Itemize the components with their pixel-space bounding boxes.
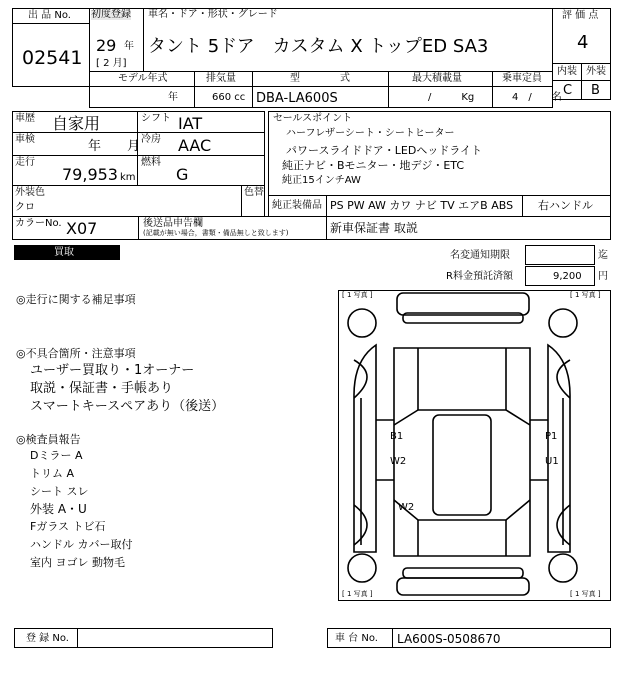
chassis-no: LA600S-0508670	[397, 632, 501, 646]
damage-mark-p1: P1	[545, 431, 558, 442]
recycle-label: R料金預託済額	[446, 271, 513, 282]
warranty: 新車保証書 取説	[330, 221, 418, 235]
mileage-unit: km	[120, 172, 136, 183]
steering: 右ハンドル	[538, 199, 593, 212]
aftermarket-note: (記載が無い場合，書類・備品無しと致します)	[143, 229, 289, 237]
damage-mark-u1: U1	[545, 456, 559, 467]
car-name: タント 5ドア カスタム X トップED SA3	[148, 36, 489, 57]
model-label: 型 式	[290, 73, 350, 84]
recycle-value: 9,200	[553, 271, 582, 282]
fuel: G	[176, 165, 189, 184]
selling-point-1: ハーフレザーシート・シートヒーター	[286, 128, 455, 139]
lot-no: 02541	[22, 47, 83, 69]
selling-points-label: セールスポイント	[273, 113, 353, 124]
damage-mark-w2-lower: W2	[398, 502, 415, 513]
model-year-label: モデル年式	[118, 73, 168, 84]
chassis-label: 車 台 No.	[335, 633, 378, 644]
inspector-1: Dミラー A	[30, 449, 83, 462]
selling-point-2: パワースライドドア・LEDヘッドライト	[286, 144, 483, 157]
max-load-label: 最大積載量	[412, 73, 462, 84]
history: 自家用	[52, 114, 101, 133]
reg-month: [ 2 月]	[96, 58, 127, 69]
corner-label-tr: [ 1 写真 ]	[570, 291, 601, 299]
color-label: 外装色	[15, 187, 45, 198]
inspector-5: Fガラス トビ石	[30, 520, 106, 533]
defect-2: 取説・保証書・手帳あり	[30, 381, 174, 396]
car-name-label: 車名・ドア・形状・グレード	[148, 9, 278, 20]
inspector-4: 外装 A・U	[30, 502, 87, 516]
fuel-label: 燃料	[141, 157, 161, 168]
color-code-label: 色替	[244, 187, 264, 198]
corner-label-bl: [ 1 写真 ]	[342, 590, 373, 598]
inspector-2: トリム A	[30, 467, 75, 480]
color-no-label: カラーNo.	[15, 218, 62, 229]
shift-label: シフト	[141, 113, 171, 124]
inspection-label: 車検	[15, 134, 35, 145]
lot-no-label: 出 品 No.	[28, 10, 71, 21]
ac-label: 冷房	[141, 134, 161, 145]
damage-mark-b1: B1	[390, 431, 404, 442]
shift: IAT	[178, 114, 203, 133]
score: 4	[577, 32, 589, 53]
max-load: / Kg	[428, 92, 475, 103]
defects-title: ◎不具合箇所・注意事項	[16, 347, 136, 360]
color-no: X07	[66, 219, 98, 238]
score-label: 評 価 点	[562, 10, 599, 21]
inspector-3: シート スレ	[30, 485, 89, 498]
history-label: 車歴	[15, 113, 35, 124]
driving-notes-title: ◎走行に関する補足事項	[16, 293, 136, 306]
first-reg-label: 初度登録	[91, 9, 131, 20]
displacement-label: 排気量	[206, 73, 236, 84]
interior-grade: C	[563, 83, 573, 98]
equipment-label: 純正装備品	[272, 200, 322, 211]
purchase-label: 買取	[54, 247, 74, 258]
ac: AAC	[178, 136, 212, 155]
name-change-label: 名変通知期限	[450, 250, 510, 261]
corner-label-tl: [ 1 写真 ]	[342, 291, 373, 299]
corner-label-br: [ 1 写真 ]	[570, 590, 601, 598]
displacement: 660 cc	[212, 92, 246, 103]
interior-label: 内装	[557, 66, 577, 77]
selling-point-4: 純正15インチAW	[282, 175, 361, 186]
model: DBA-LA600S	[256, 91, 338, 106]
exterior-grade: B	[591, 83, 600, 98]
model-year-unit: 年	[168, 92, 178, 103]
defect-3: スマートキースペアあり（後送）	[30, 399, 225, 414]
inspector-6: ハンドル カバー取付	[30, 538, 133, 551]
capacity: 4 / 名	[512, 92, 562, 103]
inspection: 年 月	[88, 139, 141, 154]
name-change-unit: 迄	[598, 250, 608, 261]
defect-1: ユーザー買取り・1オーナー	[30, 363, 195, 378]
exterior-label: 外装	[586, 66, 606, 77]
color: クロ	[15, 202, 35, 213]
reg-year-unit: 年	[124, 41, 134, 52]
equipment-value: PS PW AW カワ ナビ TV エアB ABS	[330, 199, 514, 212]
aftermarket-label: 後送品申告欄	[143, 218, 203, 229]
selling-point-3: 純正ナビ・Bモニター・地デジ・ETC	[282, 159, 465, 172]
reg-no-label: 登 録 No.	[26, 633, 69, 644]
damage-mark-w2-left: W2	[390, 456, 407, 467]
capacity-label: 乗車定員	[502, 73, 542, 84]
reg-year: 29	[96, 36, 117, 55]
inspector-title: ◎検査員報告	[16, 433, 81, 446]
recycle-unit: 円	[598, 271, 608, 282]
inspector-7: 室内 ヨゴレ 動物毛	[30, 556, 125, 569]
mileage-label: 走行	[15, 157, 35, 168]
mileage: 79,953	[62, 165, 118, 184]
